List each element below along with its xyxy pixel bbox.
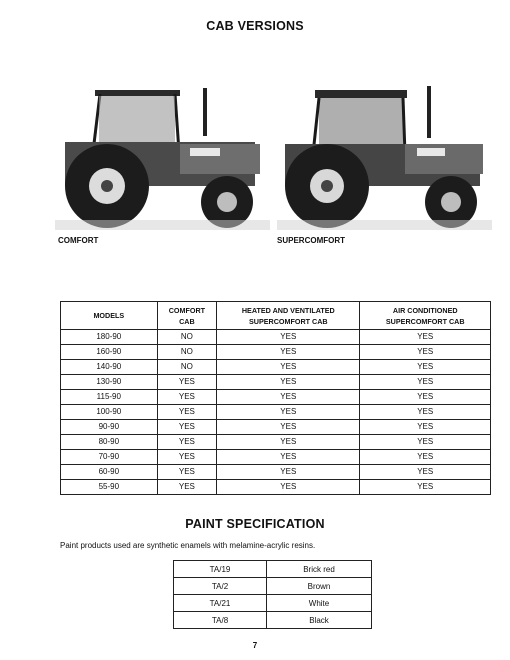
cell-comfort: YES xyxy=(157,450,217,465)
cell-comfort: YES xyxy=(157,420,217,435)
cell-model: 180-90 xyxy=(61,330,158,345)
cell-heated: YES xyxy=(217,360,360,375)
cell-heated: YES xyxy=(217,480,360,495)
header-heated-line1: HEATED AND VENTILATED xyxy=(241,305,335,315)
cell-air: YES xyxy=(360,360,491,375)
table-row xyxy=(61,330,491,345)
paint-code: TA/19 xyxy=(174,561,267,578)
header-heated-ventilated xyxy=(217,302,360,330)
cell-air: YES xyxy=(360,435,491,450)
paint-intro-text: Paint products used are synthetic enamels with melamine-acrylic resins. xyxy=(60,541,316,550)
cell-heated: YES xyxy=(217,465,360,480)
cell-comfort: NO xyxy=(157,360,217,375)
cell-model: 160-90 xyxy=(61,345,158,360)
table-row xyxy=(61,420,491,435)
paint-color: Black xyxy=(267,612,372,629)
cell-heated: YES xyxy=(217,330,360,345)
page-title: CAB VERSIONS xyxy=(206,19,304,33)
header-comfort-line2: CAB xyxy=(179,316,195,326)
cell-model: 60-90 xyxy=(61,465,158,480)
cell-heated: YES xyxy=(217,345,360,360)
table-row xyxy=(61,450,491,465)
paint-color: White xyxy=(267,595,372,612)
supercomfort-caption: SUPERCOMFORT xyxy=(277,236,345,245)
header-heated-line2: SUPERCOMFORT CAB xyxy=(248,316,328,326)
table-row xyxy=(61,480,491,495)
table-row xyxy=(174,578,372,595)
cell-comfort: YES xyxy=(157,465,217,480)
header-air-line1: AIR CONDITIONED xyxy=(392,305,458,315)
table-row xyxy=(61,405,491,420)
cell-model: 80-90 xyxy=(61,435,158,450)
paint-color: Brown xyxy=(267,578,372,595)
cell-air: YES xyxy=(360,420,491,435)
cell-air: YES xyxy=(360,465,491,480)
cell-heated: YES xyxy=(217,405,360,420)
table-row xyxy=(61,345,491,360)
cell-model: 90-90 xyxy=(61,420,158,435)
table-row xyxy=(174,595,372,612)
paint-code: TA/2 xyxy=(174,578,267,595)
header-air-line2: SUPERCOMFORT CAB xyxy=(385,316,465,326)
cell-comfort: YES xyxy=(157,480,217,495)
table-row xyxy=(174,561,372,578)
page-number: 7 xyxy=(252,641,258,650)
cell-air: YES xyxy=(360,390,491,405)
cell-air: YES xyxy=(360,345,491,360)
table-row xyxy=(61,465,491,480)
cell-comfort: NO xyxy=(157,330,217,345)
cell-heated: YES xyxy=(217,450,360,465)
paint-specification-table xyxy=(173,560,372,629)
supercomfort-cab-tractor-photo xyxy=(277,82,492,230)
comfort-caption: COMFORT xyxy=(58,236,99,245)
cell-model: 70-90 xyxy=(61,450,158,465)
cell-model: 130-90 xyxy=(61,375,158,390)
header-comfort-cab xyxy=(157,302,217,330)
cell-comfort: YES xyxy=(157,435,217,450)
paint-code: TA/21 xyxy=(174,595,267,612)
cell-model: 100-90 xyxy=(61,405,158,420)
cell-comfort: YES xyxy=(157,405,217,420)
cell-model: 140-90 xyxy=(61,360,158,375)
table-row xyxy=(174,612,372,629)
header-comfort-line1: COMFORT xyxy=(168,305,206,315)
cell-heated: YES xyxy=(217,390,360,405)
cell-comfort: YES xyxy=(157,390,217,405)
cell-comfort: YES xyxy=(157,375,217,390)
table-row xyxy=(61,360,491,375)
header-models xyxy=(61,302,158,330)
cab-versions-table xyxy=(60,301,491,495)
table-row xyxy=(61,435,491,450)
table-header-row xyxy=(61,302,491,330)
paint-color: Brick red xyxy=(267,561,372,578)
comfort-cab-tractor-photo xyxy=(55,82,270,230)
cell-heated: YES xyxy=(217,375,360,390)
table-row xyxy=(61,390,491,405)
paint-specification-title: PAINT SPECIFICATION xyxy=(185,517,325,531)
cell-comfort: NO xyxy=(157,345,217,360)
cell-air: YES xyxy=(360,375,491,390)
cell-model: 55-90 xyxy=(61,480,158,495)
header-models-label: MODELS xyxy=(93,311,125,320)
cell-heated: YES xyxy=(217,435,360,450)
table-row xyxy=(61,375,491,390)
header-air-conditioned xyxy=(360,302,491,330)
cell-air: YES xyxy=(360,330,491,345)
cell-model: 115-90 xyxy=(61,390,158,405)
paint-code: TA/8 xyxy=(174,612,267,629)
cell-heated: YES xyxy=(217,420,360,435)
cell-air: YES xyxy=(360,450,491,465)
cell-air: YES xyxy=(360,480,491,495)
cell-air: YES xyxy=(360,405,491,420)
